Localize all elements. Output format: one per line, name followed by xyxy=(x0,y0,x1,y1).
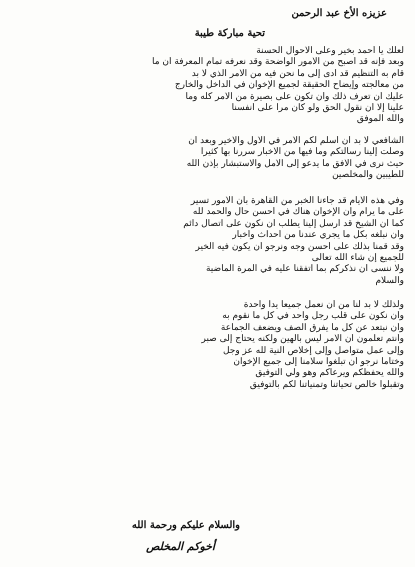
paragraph-3-line: كما أن الشيخ قد أرسل إلينا يطلب أن نكون على اتصال دائم xyxy=(183,218,404,229)
paragraph-2-line: الشافعي لا بد أن أسلم لكم الأمر في الأول والأخير وبعد أن xyxy=(188,136,404,146)
paragraph-4-line: وأن نكون على قلب رجل واحد في كل ما نقوم به xyxy=(222,311,404,322)
paragraph-1-line: علينا إلا أن نقول الحق ولو كان مرا على أنفسنا xyxy=(231,103,404,114)
letter-salutation: عزيزه الأخ عبد الرحمن xyxy=(291,8,387,19)
paragraph-2-line: للطيبين والمخلصين xyxy=(332,170,404,181)
paragraph-4 xyxy=(12,300,404,391)
letter-greeting: تحية مباركة طيبة xyxy=(194,28,265,39)
paragraph-4-line: والله يحفظكم ويرعاكم وهو ولي التوفيق xyxy=(255,368,404,379)
paragraph-3 xyxy=(12,196,404,287)
paragraph-1-line: وبعد فإنه قد أصبح من الأمور الواضحة وقد نعرفه تمام المعرفة أن ما xyxy=(152,57,404,68)
paragraph-3-line: للجميع إن شاء الله تعالى xyxy=(311,253,404,264)
paragraph-4-line: وختاما نرجو أن تبلغوا سلامنا إلى جميع الإخوان xyxy=(233,357,404,368)
paragraph-1-line: لعلك يا أحمد بخير وعلى الأحوال الحسنة xyxy=(256,46,404,56)
paragraph-1-line: من معالجته وإيضاح الحقيقة لجميع الإخوان في الداخل والخارج xyxy=(174,80,404,91)
paragraph-4-line: وتقبلوا خالص تحياتنا وتمنياتنا لكم بالتوفيق xyxy=(249,379,404,390)
paragraph-3-line: وأن نبلغه بكل ما يجري عندنا من أحداث وأخبار xyxy=(232,230,404,241)
paragraph-1-line: قام به التنظيم قد أدى إلى ما نحن فيه من الأمر الذي لا بد xyxy=(191,68,404,79)
paragraph-3-line: وفي هذه الأيام قد جاءنا الخبر من القاهرة بأن الأمور تسير xyxy=(190,196,404,206)
paragraph-3-line: وقد قمنا بذلك على أحسن وجه ونرجو أن يكون فيه الخير xyxy=(195,241,404,252)
paragraph-3-line: والسلام xyxy=(375,275,404,286)
paragraph-1-line: والله الموفق xyxy=(356,114,404,125)
paragraph-4-line: وأن نبتعد عن كل ما يفرق الصف ويضعف الجماعة xyxy=(220,322,404,333)
paragraph-1 xyxy=(12,46,404,126)
letter-closing: والسلام عليكم ورحمة الله xyxy=(131,520,240,531)
paragraph-2-line: حيث نرى في الأفق ما يدعو إلى الأمل والاستبشار بإذن الله xyxy=(186,158,404,169)
paragraph-2-line: وصلت إلينا رسالتكم وما فيها من الأخبار سررنا بها كثيرا xyxy=(200,147,404,158)
letter-signature: أخوكم المخلص xyxy=(146,540,215,553)
paragraph-3-line: على ما يرام وأن الإخوان هناك في أحسن حال والحمد لله xyxy=(192,207,404,218)
paragraph-1-line: عليك أن تعرف ذلك وأن تكون على بصيرة من الأمر كله وما xyxy=(185,91,404,102)
paragraph-4-line: وإلى عمل متواصل وإلى إخلاص النية لله عز وجل xyxy=(222,345,404,356)
paragraph-4-line: وأنتم تعلمون أن الأمر ليس بالهين ولكنه يحتاج إلى صبر xyxy=(201,334,404,345)
paragraph-4-line: ولذلك لا بد لنا من أن نعمل جميعا يدا واحدة xyxy=(243,300,404,310)
paragraph-2 xyxy=(12,136,404,182)
paragraph-3-line: ولا ننسى أن نذكركم بما اتفقنا عليه في المرة الماضية xyxy=(205,264,404,275)
